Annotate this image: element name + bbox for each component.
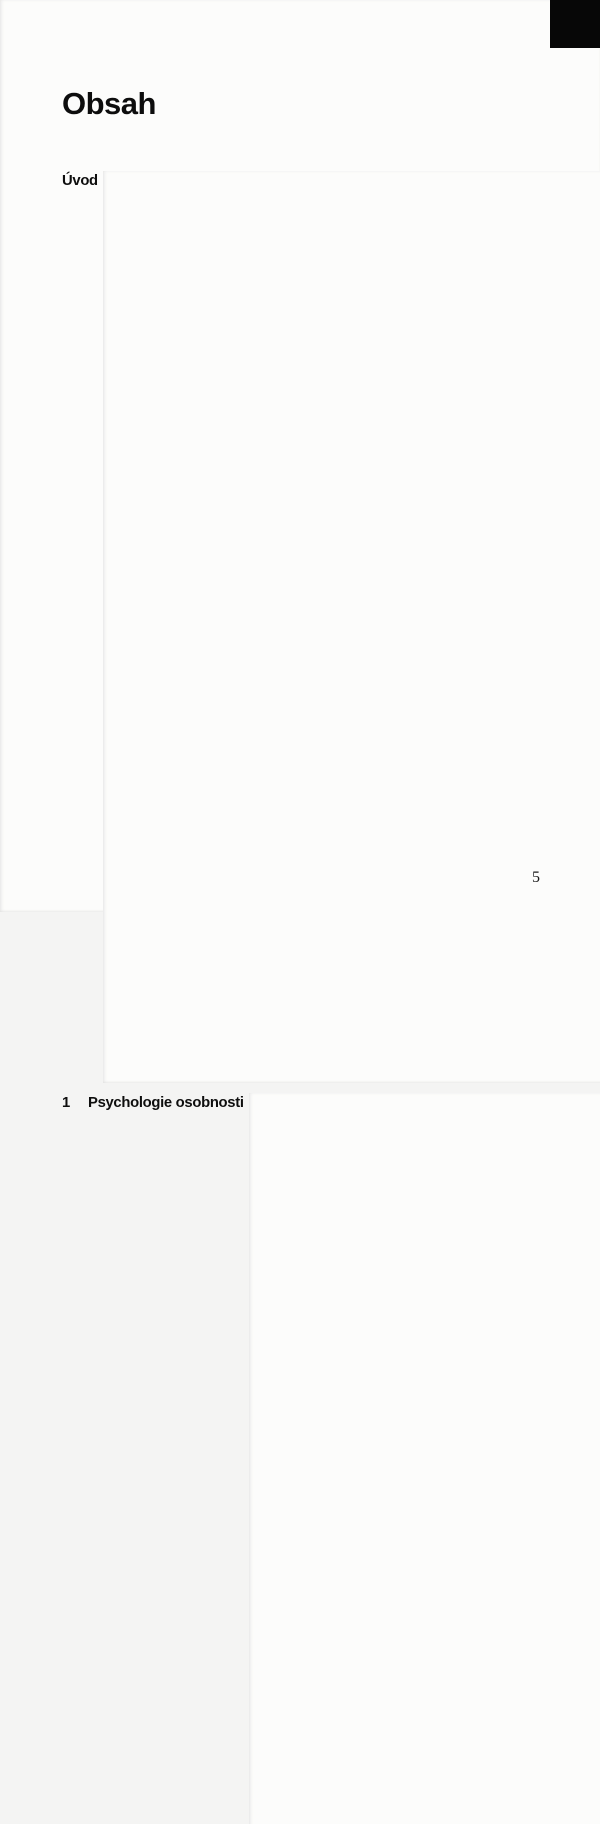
toc-entry-page [103, 171, 600, 1083]
toc-entry-page [249, 1093, 600, 1824]
toc-entry-label: Psychologie osobnosti [88, 1095, 244, 1111]
toc-entry [62, 1093, 542, 1824]
toc-entry-label: Úvod [62, 173, 98, 189]
page-title: Obsah [62, 86, 156, 121]
toc-entry [62, 171, 542, 1083]
corner-scan-mark [550, 0, 600, 48]
folio-page-number: 5 [532, 869, 540, 886]
toc-entry-number: 1 [62, 1095, 70, 1111]
page-content [62, 0, 542, 1824]
toc-list [62, 171, 542, 1824]
